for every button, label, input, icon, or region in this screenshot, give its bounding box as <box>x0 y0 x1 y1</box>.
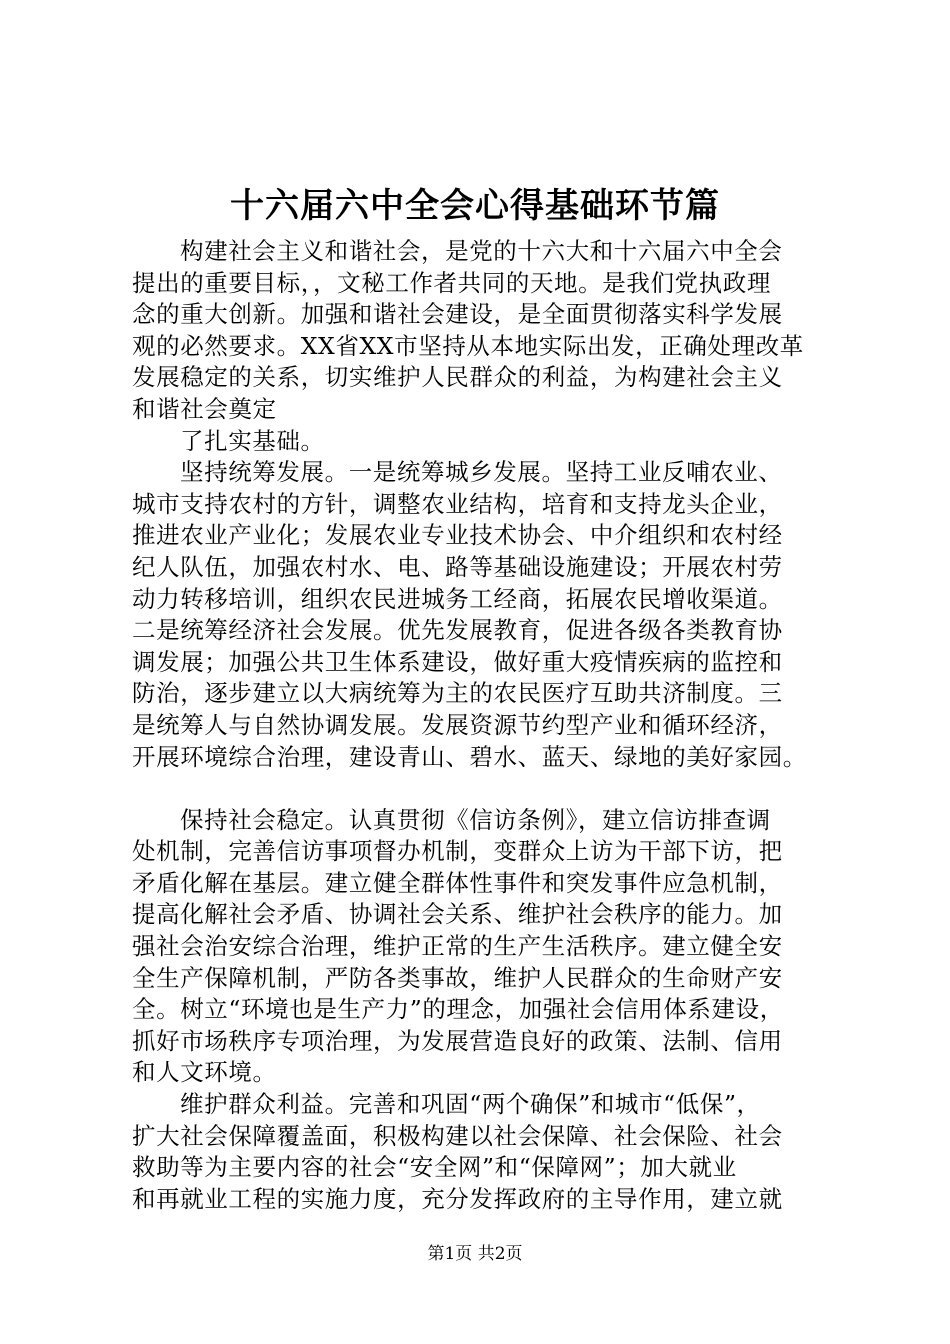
text-line: 城市支持农村的方针，调整农业结构，培育和支持龙头企业， <box>132 489 783 518</box>
text-line: 调发展；加强公共卫生体系建设，做好重大疫情疾病的监控和 <box>132 647 783 676</box>
text-line: 了扎实基础。 <box>180 426 325 455</box>
text-line: 纪人队伍，加强农村水、电、路等基础设施建设；开展农村劳 <box>132 552 783 581</box>
text-line: 观的必然要求。XX省XX市坚持从本地实际出发，正确处理改革 <box>132 331 804 360</box>
text-line: 处机制，完善信访事项督办机制，变群众上访为干部下访，把 <box>132 837 783 866</box>
document-body <box>132 236 852 1215</box>
text-line: 扩大社会保障覆盖面，积极构建以社会保障、社会保险、社会 <box>132 1121 783 1150</box>
text-line: 坚持统筹发展。一是统筹城乡发展。坚持工业反哺农业、 <box>180 458 783 487</box>
text-line: 动力转移培训，组织农民进城务工经商，拓展农民增收渠道。 <box>132 584 783 613</box>
text-line: 发展稳定的关系，切实维护人民群众的利益，为构建社会主义 <box>132 363 783 392</box>
text-line: 二是统筹经济社会发展。优先发展教育，促进各级各类教育协 <box>132 616 783 645</box>
text-line: 提高化解社会矛盾、协调社会关系、维护社会秩序的能力。加 <box>132 900 783 929</box>
text-line: 是统筹人与自然协调发展。发展资源节约型产业和循环经济， <box>132 710 783 739</box>
text-line: 救助等为主要内容的社会“安全网”和“保障网”；加大就业 <box>132 1153 737 1182</box>
text-line: 全。树立“环境也是生产力”的理念，加强社会信用体系建设， <box>132 995 784 1024</box>
text-line: 构建社会主义和谐社会，是党的十六大和十六届六中全会 <box>180 237 783 265</box>
text-line: 防治，逐步建立以大病统筹为主的农民医疗互助共济制度。三 <box>132 679 783 708</box>
text-line: 全生产保障机制，严防各类事故，维护人民群众的生命财产安 <box>132 963 783 992</box>
text-line: 开展环境综合治理，建设青山、碧水、蓝天、绿地的美好家园。 <box>132 742 807 771</box>
text-line: 和人文环境。 <box>132 1058 277 1087</box>
text-line: 强社会治安综合治理，维护正常的生产生活秩序。建立健全安 <box>132 932 783 961</box>
text-line: 保持社会稳定。认真贯彻《信访条例》，建立信访排查调 <box>180 805 771 834</box>
blank-line <box>132 773 852 805</box>
text-line: 念的重大创新。加强和谐社会建设，是全面贯彻落实科学发展 <box>132 300 783 329</box>
document-title: 十六届六中全会心得基础环节篇 <box>230 186 720 226</box>
text-line: 矛盾化解在基层。建立健全群体性事件和突发事件应急机制， <box>132 868 783 897</box>
text-line: 和再就业工程的实施力度，充分发挥政府的主导作用，建立就 <box>132 1184 783 1213</box>
text-line: 提出的重要目标，，文秘工作者共同的天地。是我们党执政理 <box>132 268 771 297</box>
text-line: 维护群众利益。完善和巩固“两个确保”和城市“低保”， <box>180 1090 761 1119</box>
text-line: 抓好市场秩序专项治理，为发展营造良好的政策、法制、信用 <box>132 1026 783 1055</box>
text-line: 推进农业产业化；发展农业专业技术协会、中介组织和农村经 <box>132 521 783 550</box>
text-line: 和谐社会奠定 <box>132 394 277 423</box>
page-number-footer: 第1页 共2页 <box>427 1244 523 1264</box>
